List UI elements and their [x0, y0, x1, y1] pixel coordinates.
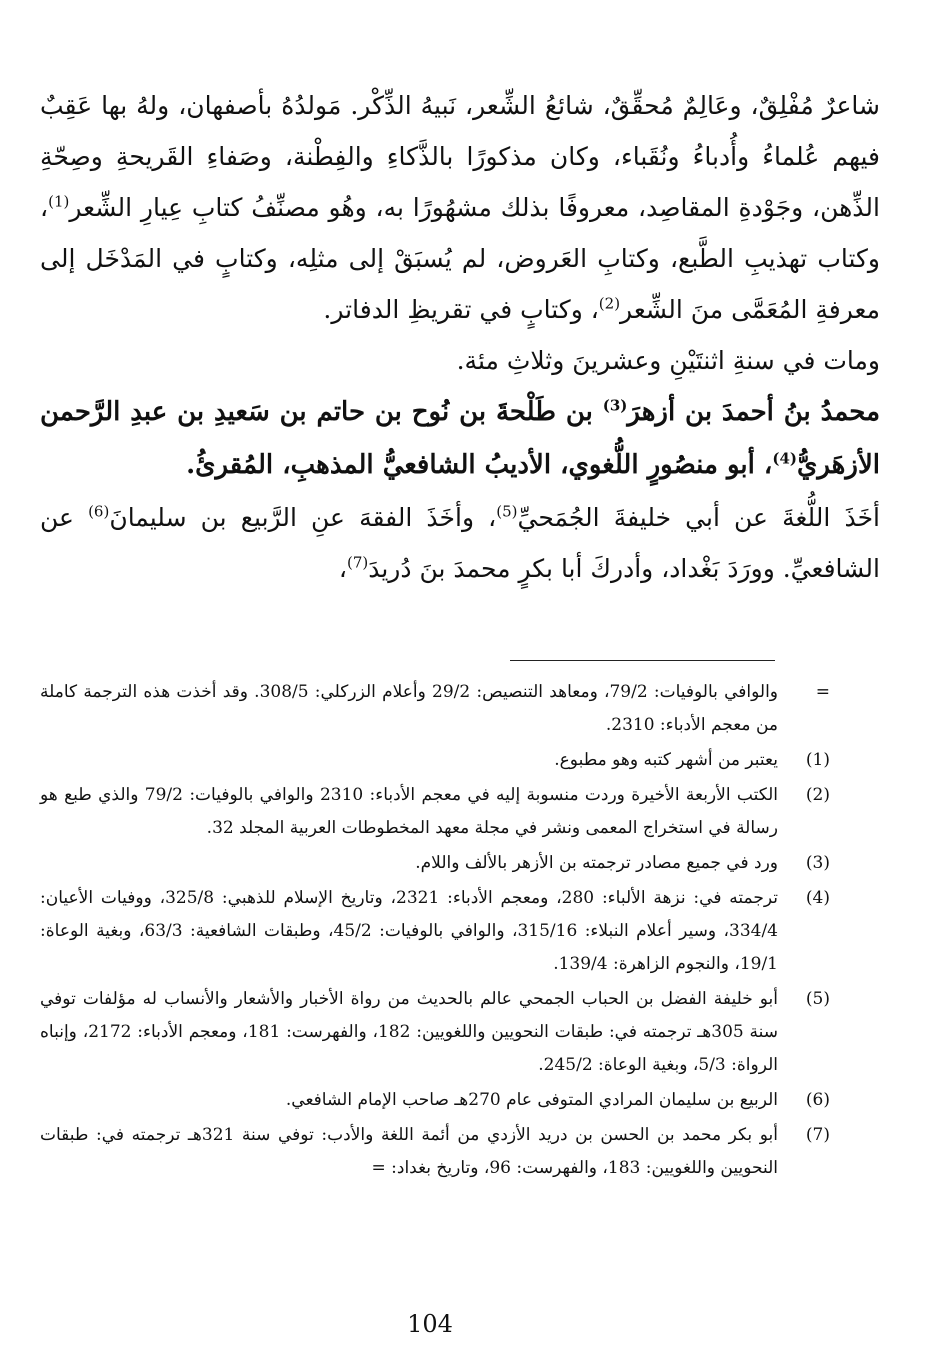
paragraph-biography: شاعرٌ مُفْلِقٌ، وعَالِمٌ مُحقِّقٌ، شائعُ الشِّعر، نَبيهُ الذِّكْر. مَولدُهُ بأصفهان، ولهُ بها عَقِبٌ فيهم عُلماءُ وأُدباءُ ونُقَباء، وكان مذكورًا بالذَّكاءِ والفِطْنة، وصَفاءِ القَريحةِ وصِحّةِ الذِّهن، وجَوْدةِ المقاصِد، معروفًا بذلك مشهُورًا به، وهُو مصنِّفُ كتابِ عِيارِ الشِّعر$^{(1)}$، وكتاب تهذيبِ الطَّبع، وكتابِ العَروض، لم يُسبَقْ إلى مثلِه، وكتابٍ في المَدْخَل إلى معرفةِ المُعَمَّى منَ الشِّعر$^{(2)}$، وكتابٍ في تقريظِ الدفاتر.: [40, 91, 880, 324]
paragraph-death: ومات في سنةِ اثنتَيْنِ وعشرينَ وثلاثِ مئة.: [456, 346, 880, 375]
footnotes: [40, 676, 830, 1187]
footnote-ref-1: (1): [48, 192, 70, 211]
footnote-ref-6: (6): [88, 502, 110, 521]
footnote-text: ترجمته في: نزهة الألباء: 280، ومعجم الأدباء: 2321، وتاريخ الإسلام للذهبي: 325/8، ووفيات الأعيان: 334/4، وسير أعلام النبلاء: 315/16، والوافي بالوفيات: 45/2، وطبقات الشافعية: 63/3، وبغية الوعاة: 19/1، والنجوم الزاهرة: 139/4.: [40, 888, 778, 974]
footnote-text: يعتبر من أشهر كتبه وهو مطبوع.: [554, 750, 778, 770]
footnote-number: (4): [805, 888, 830, 908]
footnote-text: أبو بكر محمد بن الحسن بن دريد الأزدي من أئمة اللغة والأدب: توفي سنة 321هـ ترجمته في: طبقات النحويين واللغويين: 183، والفهرست: 96، وتاريخ بغداد: =: [40, 1125, 778, 1178]
body-text-continued: [40, 492, 880, 594]
paragraph-teachers: أخَذَ اللُّغةَ عن أبي خليفةَ الجُمَحيِّ$^{(5)}$، وأخَذَ الفقهَ عنِ الرَّبيع بن سليمانَ$^{(6)}$ عن الشافعيِّ. وورَدَ بَغْداد، وأدركَ أبا بكرٍ محمدَ بنَ دُريدَ$^{(7)}$،: [40, 502, 880, 583]
footnote-ref-2: (2): [598, 294, 621, 313]
entry-heading: محمدُ بنُ أحمدَ بن أزهرَ$^{(3)}$ بن طَلْحةَ بن نُوح بن حاتم بن سَعيدِ بن عبدِ الرَّحمن الأزهَريُّ$^{(4)}$، أبو منصُورٍ اللُّغوي، الأديبُ الشافعيُّ المذهبِ، المُقرئُ.: [40, 396, 881, 480]
footnote-ref-4: (4): [772, 449, 797, 468]
footnote-text: والوافي بالوفيات: 79/2، ومعاهد التنصيص: 29/2 وأعلام الزركلي: 308/5. وقد أخذت هذه الترجمة كاملة من معجم الأدباء: 2310.: [40, 682, 778, 735]
footnote-item: [40, 847, 830, 880]
page-number: 104: [407, 1310, 453, 1338]
footnote-number: (1): [805, 750, 830, 770]
footnote-item: [40, 1084, 830, 1117]
footnote-number: (6): [805, 1090, 830, 1110]
footnote-item: [40, 676, 830, 742]
footnote-number: (7): [805, 1125, 830, 1145]
footnote-item: [40, 744, 830, 777]
footnote-text: ورد في جميع مصادر ترجمته بن الأزهر بالألف واللام.: [415, 853, 778, 873]
footnote-number: =: [815, 682, 830, 702]
footnote-item: [40, 983, 830, 1082]
footnote-item: [40, 1119, 830, 1185]
footnote-text: الربيع بن سليمان المرادي المتوفى عام 270هـ صاحب الإمام الشافعي.: [285, 1090, 778, 1110]
footnote-number: (2): [805, 785, 830, 805]
footnote-ref-7: (7): [346, 553, 369, 572]
footnote-number: (3): [805, 853, 830, 873]
footnote-ref-5: (5): [496, 502, 518, 521]
footnote-text: أبو خليفة الفضل بن الحباب الجمحي عالم بالحديث من رواة الأخبار والأشعار والأنساب له مؤلفات توفي سنة 305هـ ترجمته في: طبقات النحويين واللغويين: 182، والفهرست: 181، ومعجم الأدباء: 2172، وإنباه الرواة: 5/3، وبغية الوعاة: 245/2.: [40, 989, 779, 1075]
main-text-block: [40, 80, 880, 594]
footnote-text: الكتب الأربعة الأخيرة وردت منسوبة إليه في معجم الأدباء: 2310 والوافي بالوفيات: 79/2 والذي طبع هو رسالة في استخراج المعمى ونشر في مجلة معهد المخطوطات العربية المجلد 32.: [40, 785, 778, 838]
footnote-number: (5): [805, 989, 830, 1009]
footnote-ref-3: (3): [602, 396, 628, 415]
body-text: [40, 80, 880, 386]
footnote-separator: [510, 660, 775, 661]
footnote-item: [40, 779, 830, 845]
footnote-item: [40, 882, 830, 981]
